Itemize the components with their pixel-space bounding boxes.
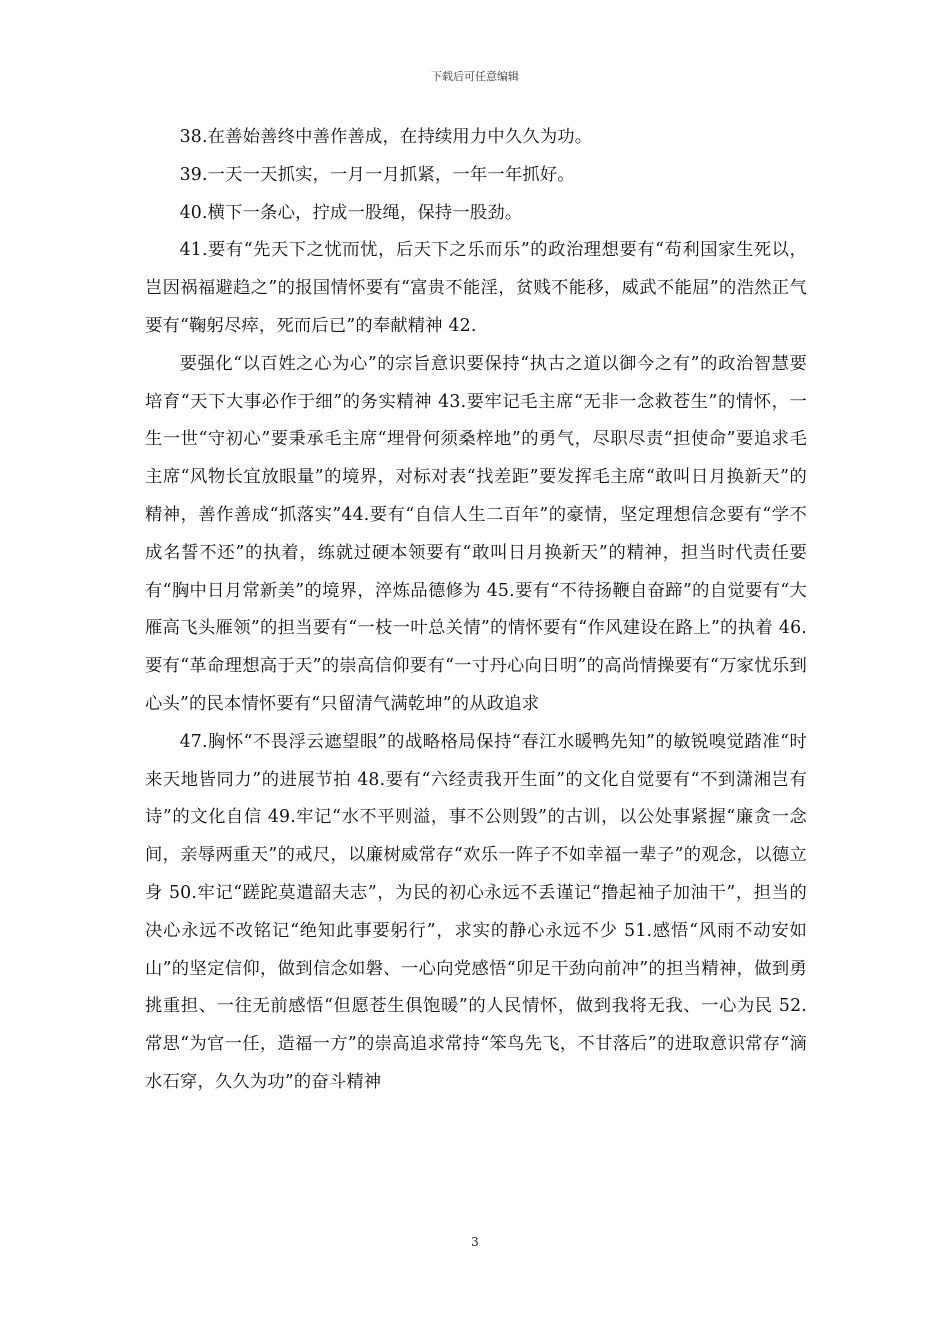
page-header: 下载后可任意编辑 (431, 70, 519, 83)
paragraph-47-52: 47.胸怀“不畏浮云遮望眼”的战略格局保持“春江水暖鸭先知”的敏锐嗅觉踏准“时来天地皆同力”的进展节拍 48.要有“六经责我开生面”的文化自觉要有“不到潇湘岂有诗”的文化自信 49.牢记“水不平则溢，事不公则毁”的古训，以公处事紧握“廉贪一念间，亲辱两重天”的戒尺，以廉树威常存“欢乐一阵子不如幸福一辈子”的观念，以德立身 50.牢记“蹉跎莫遣韶夫志”，为民的初心永远不丢谨记“撸起袖子加油干”，担当的决心永远不改铭记“绝知此事要躬行”，求实的静心永远不少 51.感悟“风雨不动安如山”的坚定信仰，做到信念如磐、一心向党感悟“卯足干劲向前冲”的担当精神，做到勇挑重担、一往无前感悟“但愿苍生俱饱暖”的人民情怀，做到我将无我、一心为民 52.常思“为官一任，造福一方”的崇高追求常持“笨鸟先飞，不甘落后”的进取意识常存“滴水石穿，久久为功”的奋斗精神 (145, 731, 807, 1092)
page-number: 3 (471, 1235, 479, 1249)
document-body (145, 119, 807, 1102)
paragraph-40: 40.横下一条心，拧成一股绳，保持一股劲。 (179, 202, 523, 223)
paragraph-41: 41.要有“先天下之忧而忧，后天下之乐而乐”的政治理想要有“苟利国家生死以，岂因祸福避趋之”的报国情怀要有“富贵不能淫，贫贱不能移，威武不能屈”的浩然正气要有“鞠躬尽瘁，死而后已”的奉献精神 42. (145, 240, 807, 336)
paragraph-38: 38.在善始善终中善作善成，在持续用力中久久为功。 (179, 127, 593, 147)
paragraph-39: 39.一天一天抓实，一月一月抓紧，一年一年抓好。 (179, 164, 575, 185)
paragraph-42-46: 要强化“以百姓之心为心”的宗旨意识要保持“执古之道以御今之有”的政治智慧要培育“天下大事必作于细”的务实精神 43.要牢记毛主席“无非一念救苍生”的情怀，一生一世“守初心”要秉承毛主席“埋骨何须桑梓地”的勇气，尽职尽责“担使命”要追求毛主席“风物长宜放眼量”的境界，对标对表“找差距”要发挥毛主席“敢叫日月换新天”的精神，善作善成“抓落实”44.要有“自信人生二百年”的豪情，坚定理想信念要有“学不成名誓不还”的执着，练就过硬本领要有“敢叫日月换新天”的精神，担当时代责任要有“胸中日月常新美”的境界，淬炼品德修为 45.要有“不待扬鞭自奋蹄”的自觉要有“大雁高飞头雁领”的担当要有“一枝一叶总关情”的情怀要有“作风建设在路上”的执着 46.要有“革命理想高于天”的崇高信仰要有“一寸丹心向日明”的高尚情操要有“万家忧乐到心头”的民本情怀要有“只留清气满乾坤”的从政追求 (145, 353, 807, 714)
